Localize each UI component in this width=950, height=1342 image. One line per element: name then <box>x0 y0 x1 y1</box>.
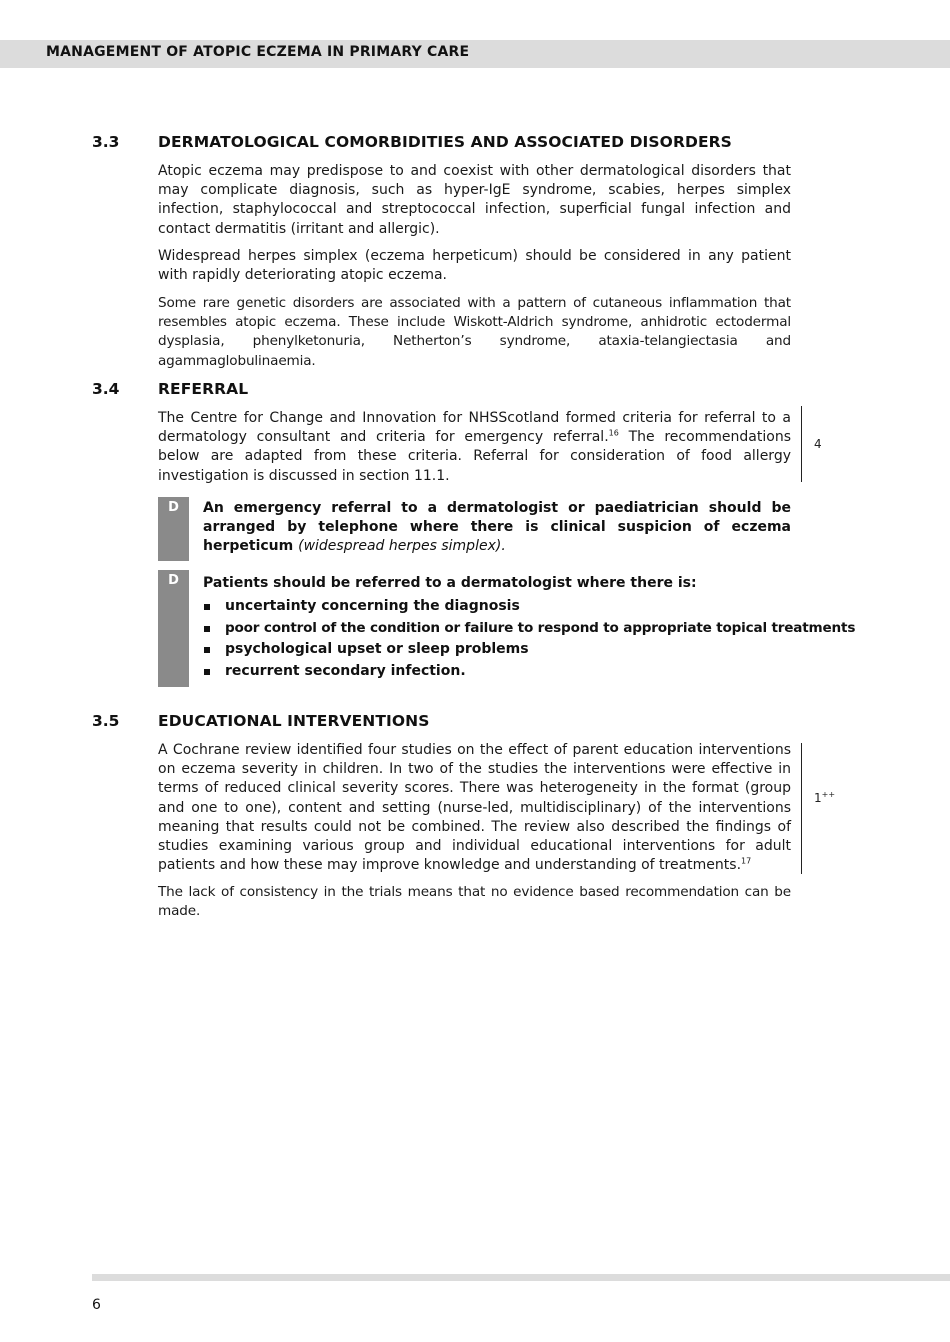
list-item: uncertainty concerning the diagnosis <box>203 598 803 620</box>
reference-17: 17 <box>741 856 752 866</box>
evidence-level-superscript: ++ <box>821 790 836 799</box>
section-3-5-title: EDUCATIONAL INTERVENTIONS <box>158 712 430 730</box>
evidence-marker-line <box>801 743 802 874</box>
section-3-5-paragraph-1 <box>158 741 791 875</box>
recommendation-2-intro: Patients should be referred to a dermatologist where there is: <box>203 575 697 591</box>
section-3-4-text-b: The recommendations below are adapted from these criteria. Referral for consideration of food allergy investigation is discussed in section 11.1. <box>158 429 791 484</box>
section-3-4-text-a: The Centre for Change and Innovation for NHSScotland formed criteria for referral to a dermatology consultant and criteria for emergency referral. <box>158 410 791 446</box>
section-3-3-number: 3.3 <box>92 133 120 151</box>
section-3-4-number: 3.4 <box>92 380 120 398</box>
list-item: psychological upset or sleep problems <box>203 641 803 663</box>
list-item: poor control of the condition or failure to respond to appropriate topical treatments <box>203 620 803 642</box>
evidence-level-number: 1 <box>814 791 822 805</box>
reference-16: 16 <box>608 428 619 438</box>
referral-criteria-list <box>203 598 856 684</box>
evidence-marker-line <box>801 406 802 482</box>
section-3-5-text: A Cochrane review identified four studies on the effect of parent education interventions on eczema severity in children. In two of the studies the interventions were effective in terms of reduced clinical severity scores. There was heterogeneity in the format (group and one to one), content and setting (nurse-led, multidisciplinary) of the interventions meaning that results could not be combined. The review also described the findings of studies examining various group and individual educational interventions for adult patients and how these may improve knowledge and understanding of treatments. <box>158 742 791 874</box>
section-3-4-title: REFERRAL <box>158 380 249 398</box>
recommendation-1-italic-text: (widespread herpes simplex). <box>298 538 506 555</box>
section-3-3-paragraph-2: Widespread herpes simplex (eczema herpeticum) should be considered in any patient with rapidly deteriorating atopic eczema. <box>158 248 791 284</box>
evidence-level-4: 4 <box>814 437 822 451</box>
footer-bar <box>92 1274 950 1281</box>
recommendation-1-bold-text: An emergency referral to a dermatologist or paediatrician should be arranged by telephone where there is clinical suspicion of eczema herpeticum <box>203 500 791 555</box>
grade-d-letter: D <box>168 500 179 515</box>
evidence-level-1-plus-plus <box>814 791 835 805</box>
section-3-4-paragraph-1 <box>158 409 791 486</box>
section-3-3-title: DERMATOLOGICAL COMORBIDITIES AND ASSOCIATED DISORDERS <box>158 133 732 151</box>
section-3-5-number: 3.5 <box>92 712 120 730</box>
section-3-3-paragraph-1: Atopic eczema may predispose to and coexist with other dermatological disorders that may complicate diagnosis, such as hyper-IgE syndrome, scabies, herpes simplex infection, staphylococcal and streptococcal infection, superficial fungal infection and contact dermatitis (irritant and allergic). <box>158 163 791 237</box>
list-item: recurrent secondary infection. <box>203 663 803 685</box>
grade-d-badge <box>158 497 189 561</box>
grade-d-badge <box>158 570 189 687</box>
section-3-3-paragraph-3: Some rare genetic disorders are associated with a pattern of cutaneous inflammation that resembles atopic eczema. These include Wiskott-Aldrich syndrome, anhidrotic ectodermal dysplasia, phenylketonuria, Netherton’s syndrome, ataxia-telangiectasia and agammaglobulinaemia. <box>158 295 791 369</box>
section-3-5-paragraph-2: The lack of consistency in the trials means that no evidence based recommendation can be made. <box>158 884 791 920</box>
recommendation-emergency-referral <box>203 499 791 557</box>
running-header-title: MANAGEMENT OF ATOPIC ECZEMA IN PRIMARY CARE <box>46 44 470 60</box>
grade-d-letter: D <box>168 573 179 588</box>
page-number: 6 <box>92 1297 101 1313</box>
